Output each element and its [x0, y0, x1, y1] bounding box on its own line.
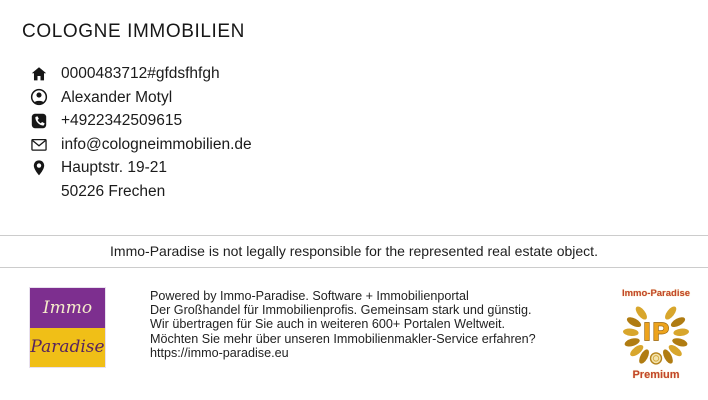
- wreath-medallion: [651, 352, 662, 363]
- address-lines: [61, 156, 167, 203]
- contact-row-email: [29, 133, 708, 157]
- phone-number-text: +4922342509615: [61, 112, 183, 130]
- badge-ip-monogram: IP: [642, 317, 670, 347]
- footer: [0, 268, 708, 381]
- object-id-text: 0000483712#gfdsfhfgh: [61, 65, 220, 82]
- logo-word-paradise: Paradise: [30, 337, 105, 358]
- laurel-wreath-icon: [619, 302, 693, 368]
- agent-name-text: Alexander Motyl: [61, 88, 173, 106]
- premium-badge: [612, 288, 700, 381]
- contact-row-agent: [29, 86, 708, 110]
- powered-line-1: Powered by Immo-Paradise. Software + Immobilienportal: [150, 288, 469, 303]
- contact-row-address: [29, 156, 708, 203]
- immo-paradise-logo: [30, 288, 105, 367]
- badge-premium-label: Premium: [632, 368, 680, 381]
- powered-url[interactable]: https://immo-paradise.eu: [150, 346, 289, 361]
- location-icon: [29, 159, 48, 178]
- phone-icon: [29, 111, 48, 130]
- powered-line-2: Der Großhandel für Immobilienprofis. Gemeinsam stark und günstig.: [150, 302, 532, 317]
- powered-line-4: Möchten Sie mehr über unseren Immobilienmakler-Service erfahren?: [150, 331, 536, 346]
- powered-line-3: Wir übertragen für Sie auch in weiteren 600+ Portalen Weltweit.: [150, 317, 506, 332]
- legal-disclaimer: Immo-Paradise is not legally responsible for the represented real estate object.: [0, 235, 708, 268]
- contact-row-phone: [29, 109, 708, 133]
- logo-word-immo: Immo: [42, 297, 93, 318]
- email-icon: [29, 135, 48, 154]
- user-icon: [29, 88, 48, 107]
- powered-by-text: [150, 288, 536, 361]
- page-title: COLOGNE IMMOBILIEN: [22, 21, 246, 42]
- home-icon: [29, 64, 48, 83]
- logo-bottom-half: [30, 328, 105, 367]
- contact-list: [29, 62, 708, 204]
- logo-top-half: [30, 288, 105, 328]
- address-line-2: 50226 Frechen: [61, 182, 166, 200]
- email-text[interactable]: info@cologneimmobilien.de: [61, 135, 252, 153]
- contact-row-object-id: [29, 62, 708, 86]
- badge-brand-label: Immo-Paradise: [621, 287, 691, 299]
- address-line-1: Hauptstr. 19-21: [61, 159, 167, 177]
